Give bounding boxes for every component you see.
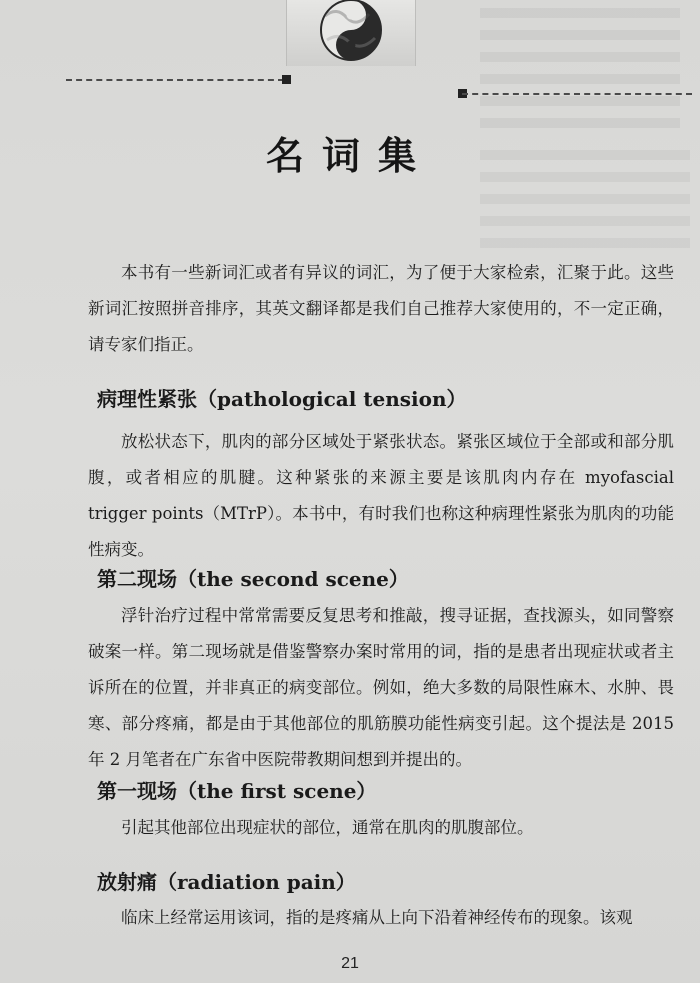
entry-heading: 放射痛（radiation pain） <box>97 870 356 894</box>
page-number: 21 <box>341 955 359 972</box>
entry-body: 临床上经常运用该词，指的是疼痛从上向下沿着神经传布的现象。该观 <box>121 908 633 927</box>
entry-body: 浮针治疗过程中常常需要反复思考和推敲，搜寻证据，查找源头，如同警察破案一样。第二现场就是借鉴警察办案时常用的词，指的是患者出现症状或者主诉所在的位置，并非真正的病变部位。例如，绝大多数的局限性麻木、水肿、畏寒、部分疼痛，都是由于其他部位的肌筋膜功能性病变引起。这个提法是 2015 年 2 月笔者在广东省中医院带教期间想到并提出的。 <box>88 606 674 769</box>
yin-yang-icon <box>317 0 385 64</box>
bleed-through-texture <box>480 8 680 128</box>
header-emblem <box>286 0 416 66</box>
entry-heading: 第一现场（the first scene） <box>97 779 377 803</box>
entry-body: 引起其他部位出现症状的部位，通常在肌肉的肌腹部位。 <box>121 818 534 837</box>
header-rule-left <box>66 79 284 81</box>
entry-heading: 病理性紧张（pathological tension） <box>97 387 467 411</box>
entry-heading: 第二现场（the second scene） <box>97 567 409 591</box>
rule-square <box>282 75 291 84</box>
entry-body: 放松状态下，肌肉的部分区域处于紧张状态。紧张区域位于全部或和部分肌腹，或者相应的肌腱。这种紧张的来源主要是该肌肉内存在 myofascial trigger points（MTrP）。本书中，有时我们也称这种病理性紧张为肌肉的功能性病变。 <box>88 432 674 559</box>
page-title: 名词集 <box>265 134 434 178</box>
header-rule-right <box>462 93 692 95</box>
intro-paragraph: 本书有一些新词汇或者有异议的词汇，为了便于大家检索，汇聚于此。这些新词汇按照拼音排序，其英文翻译都是我们自己推荐大家使用的，不一定正确，请专家们指正。 <box>88 263 674 354</box>
